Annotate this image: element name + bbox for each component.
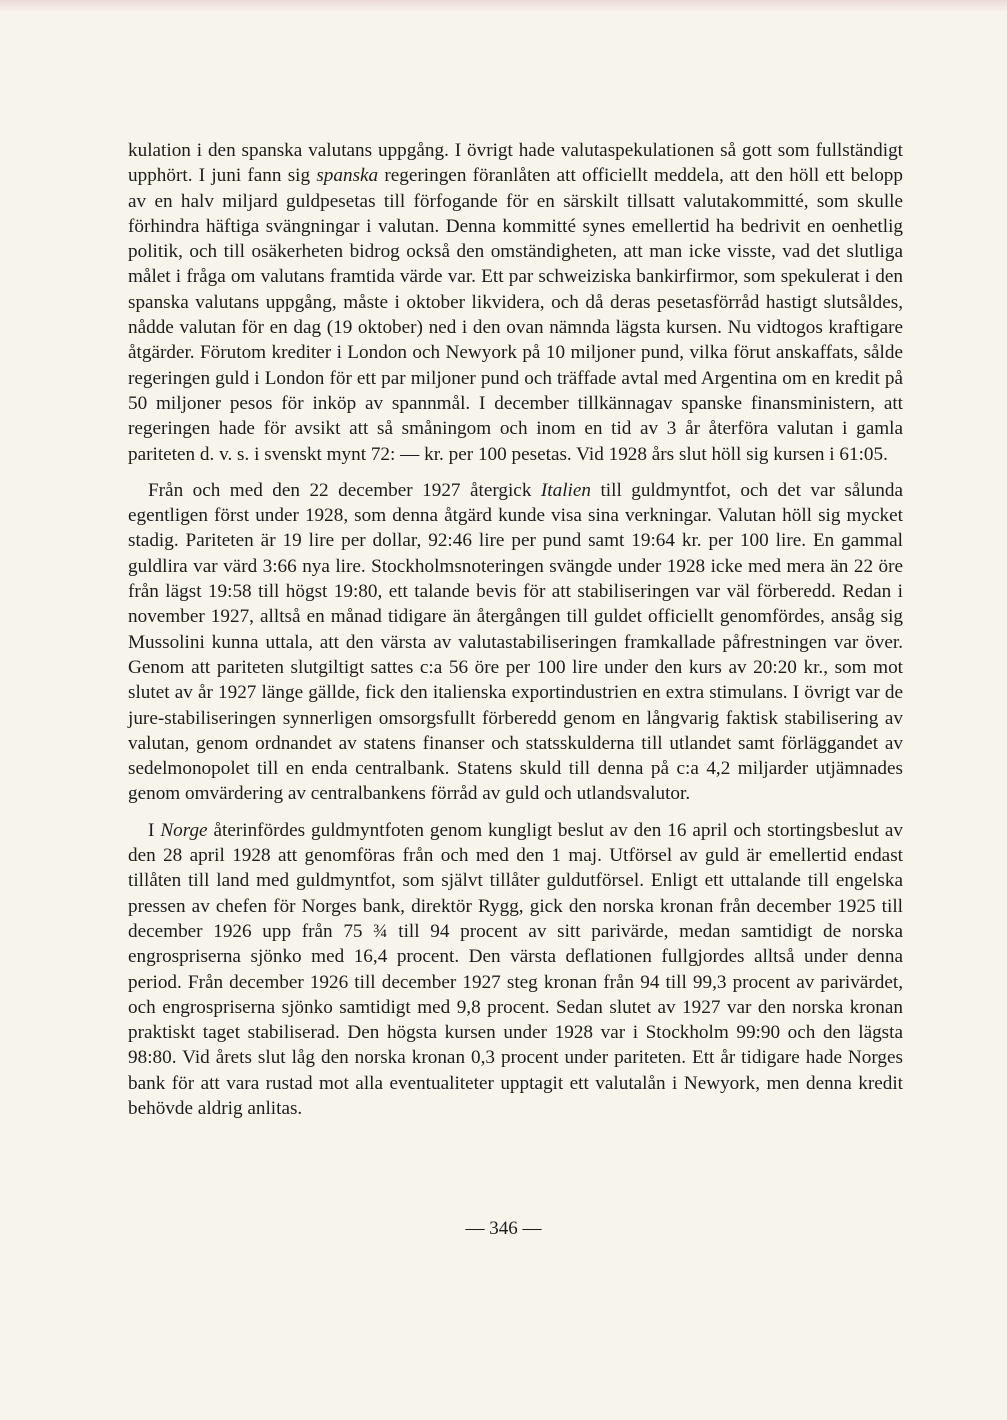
body-text: [128, 138, 903, 1121]
italic-country-name: Norge: [160, 819, 208, 841]
paragraph-italy: [128, 478, 903, 807]
paragraph-text: återinfördes guldmyntfoten genom kungligt beslut av den 16 april och stortingsbeslut av den 28 april 1928 att genomföras från och med den 1 maj. Utförsel av guld är emellertid endast tillåten till land med guldmyntfot, som självt tillåter guldutförsel. Enligt ett uttalande till engelska pressen av chefen för Norges bank, direktör Rygg, gick den norska kronan från december 1925 till december 1926 upp från 75 ¾ till 94 procent av sitt parivärde, medan samtidigt de norska engrospriserna sjönko med 16,4 procent. Den värsta deflationen fullgjordes alltså under denna period. Från december 1926 till december 1927 steg kronan från 94 till 99,3 procent av parivärdet, och engrospriserna sjönko samtidigt med 9,8 procent. Sedan slutet av 1927 var den norska kronan praktiskt taget stabiliserad. Den högsta kursen under 1928 var i Stockholm 99:90 och den lägsta 98:80. Vid årets slut låg den norska kronan 0,3 procent under pariteten. Ett år tidigare hade Norges bank för att vara rustad mot alla eventualiteter upptagit ett valutalån i Newyork, men denna kredit behövde aldrig anlitas.: [128, 819, 904, 1119]
paragraph-spain: [128, 138, 903, 467]
italic-country-name: spanska: [316, 165, 379, 187]
paragraph-norway: [128, 818, 903, 1122]
paragraph-text: kulation i den spanska valutans uppgång. I övrigt hade valutaspekulationen så gott som fullständigt upphört. I juni fann sig: [128, 140, 903, 187]
paragraph-text: till guldmyntfot, och det var sålunda egentligen först under 1928, som denna åtgärd kunde visa sina verkningar. Valutan höll sig mycket stadig. Pariteten är 19 lire per dollar, 92:46 lire per pund samt 19:64 kr. per 100 lire. En gammal guldlira var värd 3:66 nya lire. Stockholmsnoteringen svängde under 1928 icke med mera än 22 öre från lägst 19:58 till högst 19:80, ett talande bevis för att stabiliseringen var väl förberedd. Redan i november 1927, alltså en månad tidigare än återgången till guldet officiellt genomfördes, ansåg sig Mussolini kunna uttala, att den värsta av valutastabiliseringen framkallade påfrestningen var över. Genom att pariteten slutgiltigt sattes c:a 56 öre per 100 lire under den kurs av 20:20 kr., som mot slutet av år 1927 länge gällde, fick den italienska exportindustrien en extra stimulans. I övrigt var de jure-stabiliseringen synnerligen omsorgsfullt förberedd genom en långvarig faktisk stabilisering av valutan, genom ordnandet av statens finanser och statsskulderna till utlandet samt förläggandet av sedelmonopolet till en enda centralbank. Statens skuld till denna på c:a 4,2 miljarder utjämnades genom omvärdering av centralbankens förråd av guld och utlandsvalutor.: [128, 479, 904, 805]
paragraph-text: Från och med den 22 december 1927 återgick: [148, 479, 541, 501]
paragraph-text: regeringen föranlåten att officiellt meddela, att den höll ett belopp av en halv miljard guldpesetas till förfogande för en särskilt tillsatt valutakommitté, som skulle förhindra häftiga svängningar i valutan. Denna kommitté synes emellertid ha bedrivit en oenhetlig politik, och till osäkerheten bidrog också den omständigheten, att man icke visste, vad det slutliga målet i fråga om valutans framtida värde var. Ett par schweiziska bankirfirmor, som spekulerat i den spanska valutans uppgång, måste i oktober likvidera, och då deras pesetasförråd hastigt slutsåldes, nådde valutan för en dag (19 oktober) ned i den ovan nämnda lägsta kursen. Nu vidtogos kraftigare åtgärder. Förutom krediter i London och Newyork på 10 miljoner pund, vilka förut anskaffats, sålde regeringen guld i London för ett par miljoner pund och träffade avtal med Argentina om en kredit på 50 miljoner pesos för inköp av spannmål. I december tillkännagav spanske finansministern, att regeringen hade för avsikt att så småningom och inom en tid av 3 år återföra valutan i gamla pariteten d. v. s. i svenskt mynt 72: — kr. per 100 pesetas. Vid 1928 års slut höll sig kursen i 61:05.: [128, 165, 903, 465]
page-number: — 346 —: [465, 1218, 542, 1239]
italic-country-name: Italien: [540, 479, 591, 501]
paragraph-text: I: [148, 819, 161, 841]
page-edge-tint: [0, 0, 1007, 12]
